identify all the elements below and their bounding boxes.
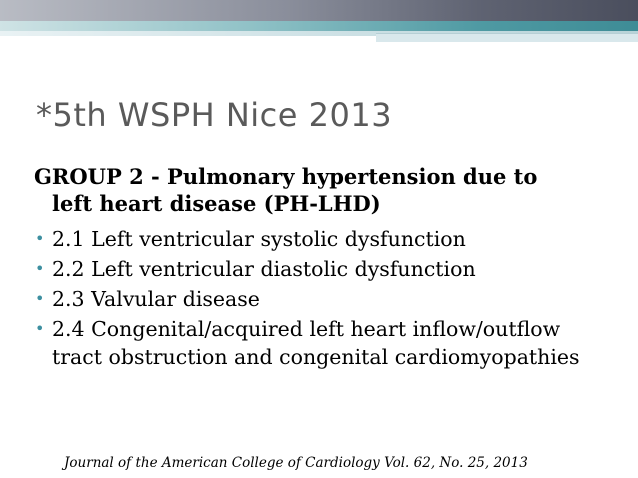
list-item-text-continued: tract obstruction and congenital cardiomyopathies [52,345,580,369]
list-item [34,284,624,314]
slide-title: *5th WSPH Nice 2013 [36,96,393,134]
bullet-icon: • [35,259,45,278]
header-accent-bar [376,33,638,42]
list-item [34,224,624,254]
list-item-text: 2.3 Valvular disease [52,287,260,311]
citation: Journal of the American College of Cardiology Vol. 62, No. 25, 2013 [64,455,528,471]
group-heading [34,163,614,217]
bullet-icon: • [35,319,45,338]
bullet-icon: • [35,229,45,248]
list-item [34,314,624,372]
group-heading-line2: left heart disease (PH-LHD) [52,191,381,216]
list-item-text: 2.4 Congenital/acquired left heart inflow/outflow [52,317,561,341]
group-heading-line1: GROUP 2 - Pulmonary hypertension due to [34,164,538,189]
list-item-text: 2.1 Left ventricular systolic dysfunction [52,227,466,251]
list-item-text: 2.2 Left ventricular diastolic dysfunction [52,257,476,281]
list-item [34,254,624,284]
header-dark-bar [0,0,638,21]
bullet-list [34,224,624,372]
bullet-icon: • [35,289,45,308]
header-teal-bar [0,21,638,31]
